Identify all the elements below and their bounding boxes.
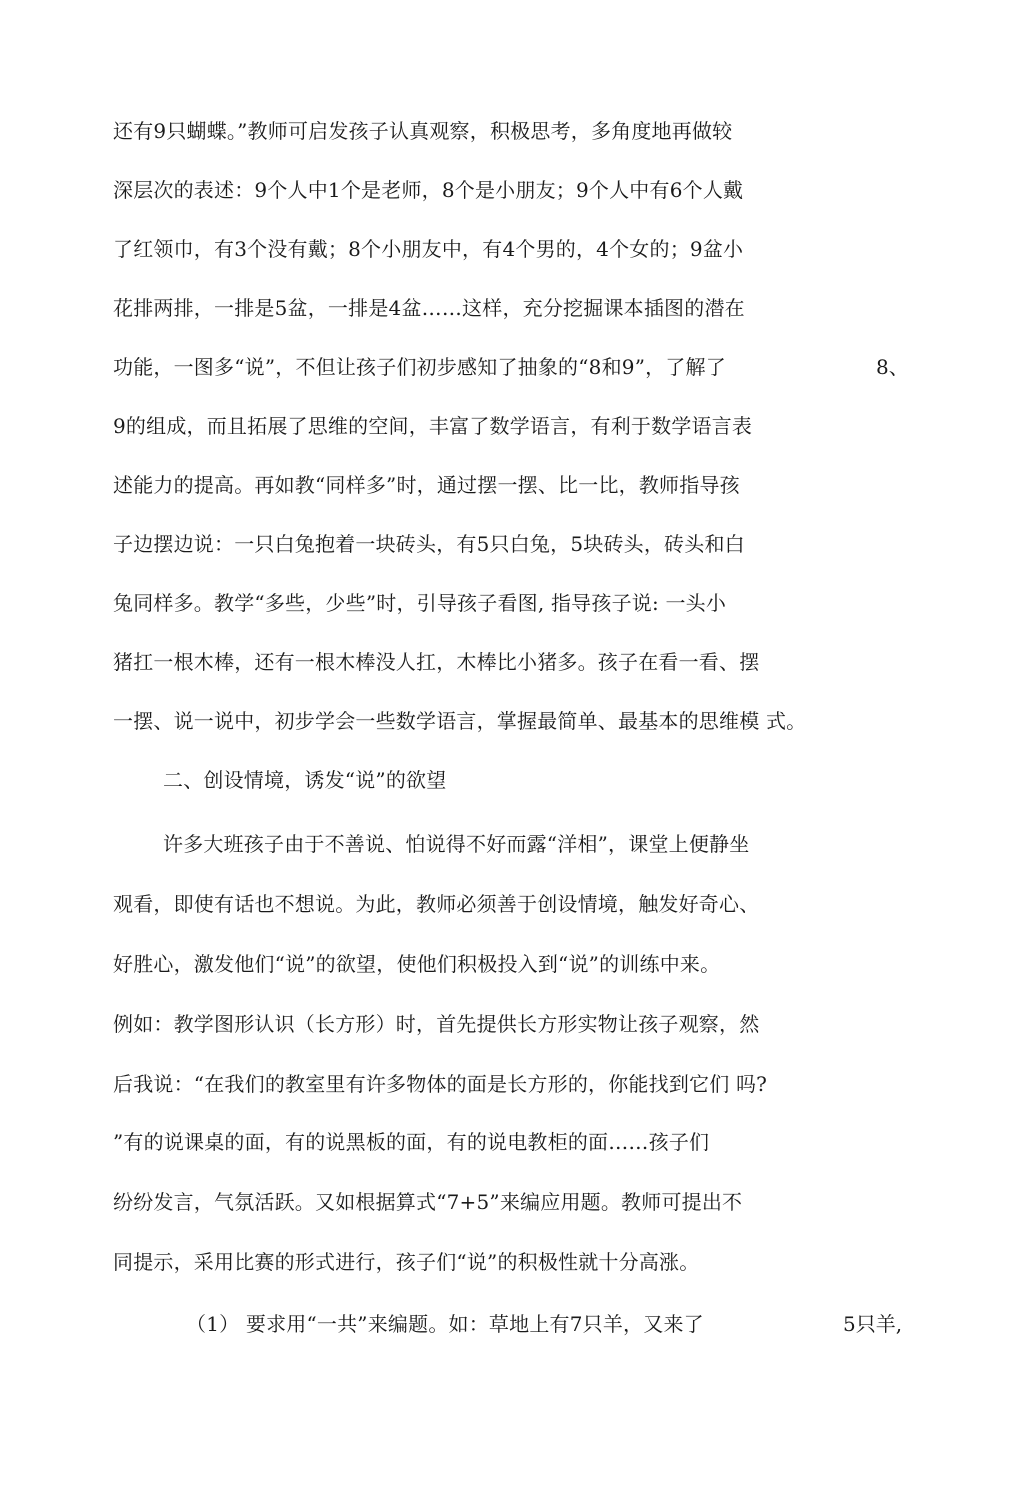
paragraph-line-4: 花排两排，一排是5盆，一排是4盆……这样，充分挖掘课本插图的潜在 bbox=[113, 296, 745, 320]
paragraph-line-18: ”有的说课桌的面，有的说黑板的面，有的说电教柜的面……孩子们 bbox=[113, 1130, 710, 1154]
paragraph-line-3: 了红领巾，有3个没有戴；8个小朋友中，有4个男的，4个女的；9盆小 bbox=[113, 237, 744, 261]
paragraph-line-14: 观看，即使有话也不想说。为此，教师必须善于创设情境，触发好奇心、 bbox=[113, 892, 760, 916]
list-item-1-tail: 5只羊, bbox=[843, 1312, 903, 1336]
paragraph-line-11: 一摆、说一说中，初步学会一些数学语言，掌握最简单、最基本的思维模 式。 bbox=[113, 709, 807, 733]
paragraph-line-16: 例如：教学图形认识（长方形）时，首先提供长方形实物让孩子观察，然 bbox=[113, 1012, 760, 1036]
paragraph-line-19: 纷纷发言，气氛活跃。又如根据算式“7+5”来编应用题。教师可提出不 bbox=[113, 1190, 743, 1214]
paragraph-line-15: 好胜心，激发他们“说”的欲望，使他们积极投入到“说”的训练中来。 bbox=[113, 952, 721, 976]
paragraph-line-13: 许多大班孩子由于不善说、怕说得不好而露“洋相”，课堂上便静坐 bbox=[163, 832, 750, 856]
paragraph-line-9: 兔同样多。教学“多些，少些”时，引导孩子看图, 指导孩子说: 一头小 bbox=[113, 591, 727, 615]
section-heading: 二、创设情境，诱发“说”的欲望 bbox=[163, 768, 447, 792]
paragraph-line-6: 9的组成，而且拓展了思维的空间，丰富了数学语言，有利于数学语言表 bbox=[113, 414, 753, 438]
list-item-1: （1） 要求用“一共”来编题。如：草地上有7只羊，又来了 bbox=[186, 1312, 704, 1336]
paragraph-line-5: 功能，一图多“说”，不但让孩子们初步感知了抽象的“8和9”，了解了 bbox=[113, 355, 726, 379]
paragraph-line-17: 后我说：“在我们的教室里有许多物体的面是长方形的，你能找到它们 吗? bbox=[113, 1072, 768, 1096]
paragraph-line-8: 子边摆边说：一只白兔抱着一块砖头，有5只白兔，5块砖头，砖头和白 bbox=[113, 532, 745, 556]
paragraph-line-7: 述能力的提高。再如教“同样多”时，通过摆一摆、比一比，教师指导孩 bbox=[113, 473, 740, 497]
paragraph-line-10: 猪扛一根木棒，还有一根木棒没人扛，木棒比小猪多。孩子在看一看、摆 bbox=[113, 650, 760, 674]
paragraph-line-1: 还有9只蝴蝶。”教师可启发孩子认真观察，积极思考，多角度地再做较 bbox=[113, 119, 733, 143]
paragraph-line-2: 深层次的表述：9个人中1个是老师，8个是小朋友；9个人中有6个人戴 bbox=[113, 178, 744, 202]
paragraph-line-5-tail: 8、 bbox=[876, 355, 909, 379]
paragraph-line-20: 同提示，采用比赛的形式进行，孩子们“说”的积极性就十分高涨。 bbox=[113, 1250, 700, 1274]
